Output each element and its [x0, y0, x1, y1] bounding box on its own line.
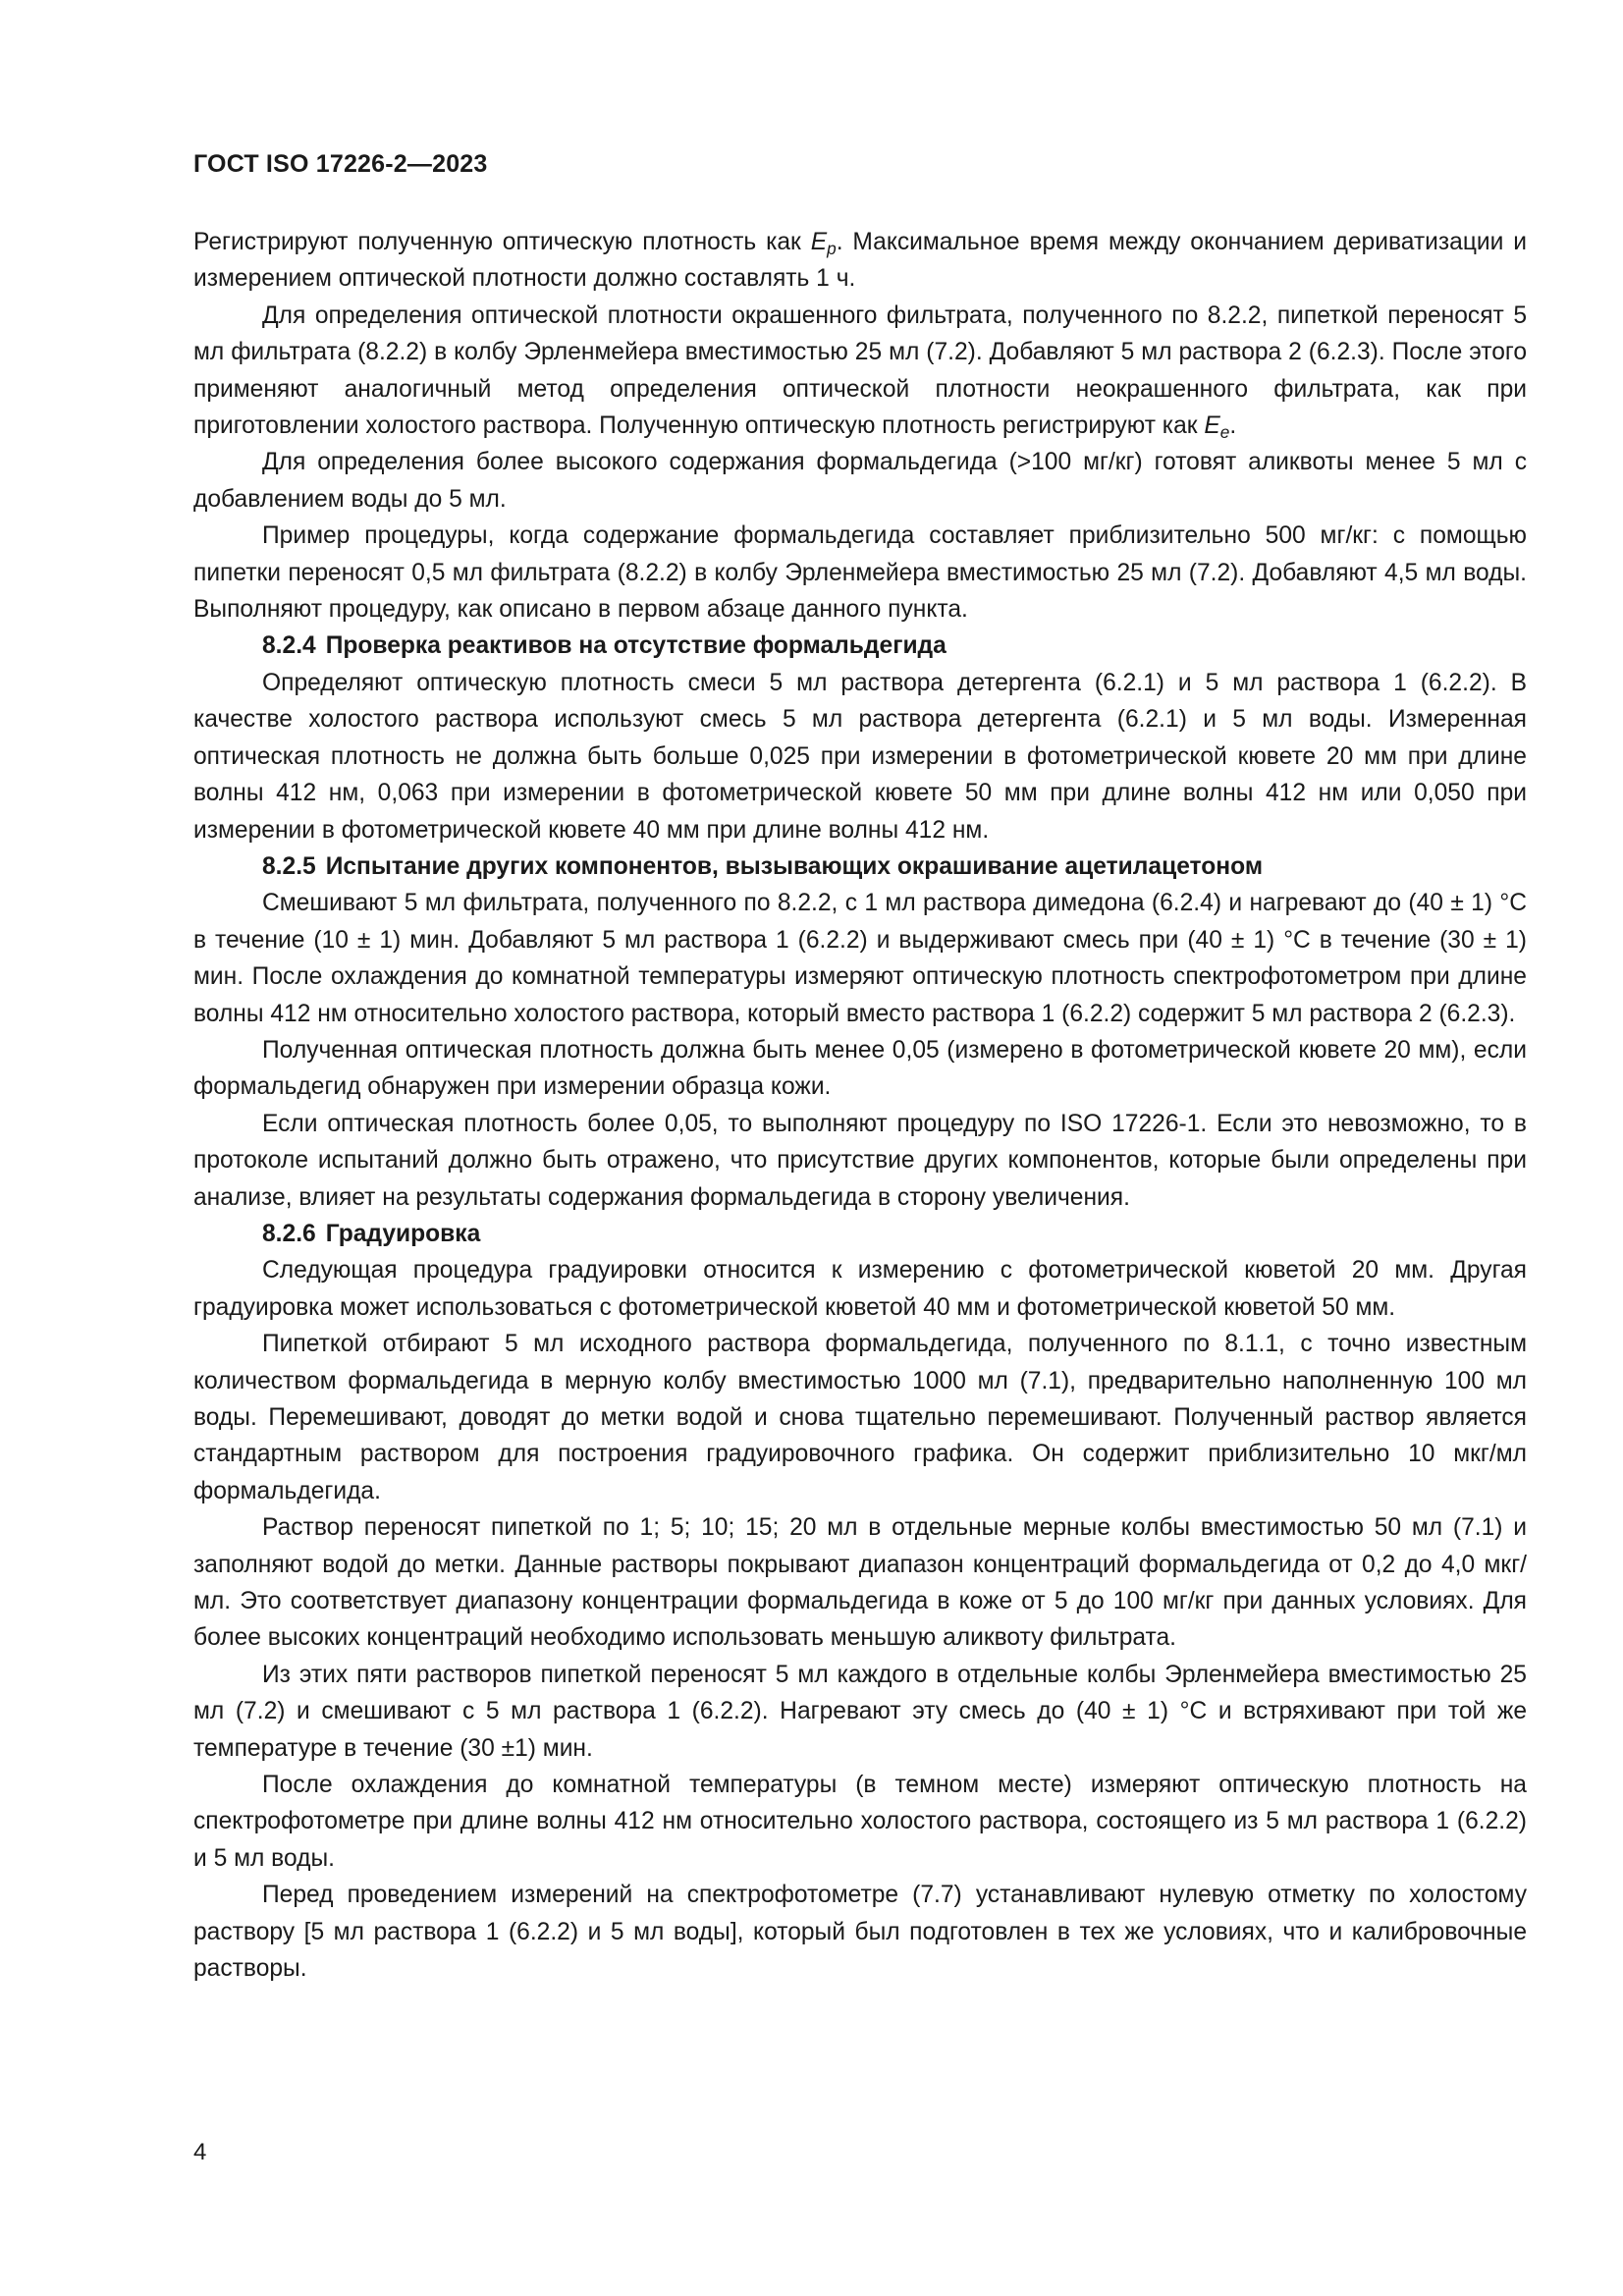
document-header: ГОСТ ISO 17226-2—2023 — [193, 150, 488, 178]
paragraph: Для определения оптической плотности окрашенного фильтрата, полученного по 8.2.2, пипеткой переносят 5 мл фильтрата (8.2.2) в колбу Эрленмейера вместимостью 25 мл (7.2). Добавляют 5 мл раствора 2 (6.2.3). После этого применяют аналогичный метод определения оптической плотности неокрашенного фильтрата, как при приготовлении холостого раствора. Полученную оптическую плотность регистрируют как $E_e$. — [193, 301, 1527, 443]
paragraph: После охлаждения до комнатной температуры (в темном месте) измеряют оптическую плотность на спектрофотометре при длине волны 412 нм относительно холостого раствора, состоящего из 5 мл раствора 1 (6.2.2) и 5 мл воды. — [193, 1772, 1527, 1872]
paragraph: Пипеткой отбирают 5 мл исходного раствора формальдегида, полученного по 8.1.1, с точно известным количеством формальдегида в мерную колбу вместимостью 1000 мл (7.1), предварительно наполненную 100 мл воды. Перемешивают, доводят до метки водой и снова тщательно перемешивают. Полученный раствор является стандартным раствором для построения градуировочного графика. Он содержит приблизительно 10 мкг/мл формальдегида. — [193, 1331, 1527, 1504]
symbol-e-e: $E_e$ — [1204, 412, 1230, 443]
paragraph: Для определения более высокого содержания формальдегида (>100 мг/кг) готовят аликвоты менее 5 мл с добавлением воды до 5 мл. — [193, 449, 1527, 513]
page-number: 4 — [193, 2139, 207, 2165]
paragraph: Полученная оптическая плотность должна быть менее 0,05 (измерено в фотометрической кювете 20 мм), если формальдегид обнаружен при измерении образца кожи. — [193, 1036, 1527, 1101]
paragraph: Следующая процедура градуировки относится к измерению с фотометрической кюветой 20 мм. Другая градуировка может использоваться с фотометрической кюветой 40 мм и фотометрической кюветой 50 мм. — [193, 1257, 1527, 1321]
paragraph: Определяют оптическую плотность смеси 5 мл раствора детергента (6.2.1) и 5 мл раствора 1 (6.2.2). В качестве холостого раствора используют смесь 5 мл раствора детергента (6.2.1) и 5 мл воды. Измеренная оптическая плотность не должна быть больше 0,025 при измерении в фотометрической кювете 20 мм при длине волны 412 нм, 0,063 при измерении в фотометрической кювете 50 мм при длине волны 412 нм или 0,050 при измерении в фотометрической кювете 40 мм при длине волны 412 нм. — [193, 669, 1527, 844]
section-heading-8-2-4: 8.2.4 Проверка реактивов на отсутствие формальдегида — [262, 632, 947, 660]
paragraph: Перед проведением измерений на спектрофотометре (7.7) устанавливают нулевую отметку по холостому раствору [5 мл раствора 1 (6.2.2) и 5 мл воды], который был подготовлен в тех же условиях, что и калибровочные растворы. — [193, 1882, 1527, 1983]
paragraph: Смешивают 5 мл фильтрата, полученного по 8.2.2, с 1 мл раствора димедона (6.2.4) и нагревают до (40 ± 1) °С в течение (10 ± 1) мин. Добавляют 5 мл раствора 1 (6.2.2) и выдерживают смесь при (40 ± 1) °С в течение (30 ± 1) мин. После охлаждения до комнатной температуры измеряют оптическую плотность спектрофотометром при длине волны 412 нм относительно холостого раствора, который вместо раствора 1 (6.2.2) содержит 5 мл раствора 2 (6.2.3). — [193, 890, 1527, 1027]
paragraph: Из этих пяти растворов пипеткой переносят 5 мл каждого в отдельные колбы Эрленмейера вместимостью 25 мл (7.2) и смешивают с 5 мл раствора 1 (6.2.2). Нагревают эту смесь до (40 ± 1) °С и встряхивают при той же температуре в течение (30 ±1) мин. — [193, 1661, 1527, 1762]
document-body — [193, 224, 1527, 1988]
section-heading-8-2-5: 8.2.5 Испытание других компонентов, вызывающих окрашивание ацетилацетоном — [262, 852, 1264, 880]
symbol-e-p: $E_p$ — [810, 229, 837, 259]
paragraph: Регистрируют полученную оптическую плотность как $E_p$. Максимальное время между окончанием дериватизации и измерением оптической плотности должно составлять 1 ч. — [193, 229, 1528, 293]
paragraph: Раствор переносят пипеткой по 1; 5; 10; 15; 20 мл в отдельные мерные колбы вместимостью 50 мл (7.1) и заполняют водой до метки. Данные растворы покрывают диапазон концентраций формальдегида от 0,2 до 4,0 мкг/мл. Это соответствует диапазону концентрации формальдегида в коже от 5 до 100 мг/кг при данных условиях. Для более высоких концентраций необходимо использовать меньшую аликвоту фильтрата. — [193, 1514, 1527, 1652]
section-heading-8-2-6: 8.2.6 Градуировка — [262, 1220, 481, 1247]
paragraph: Если оптическая плотность более 0,05, то выполняют процедуру по ISO 17226-1. Если это невозможно, то в протоколе испытаний должно быть отражено, что присутствие других компонентов, которые были определены при анализе, влияет на результаты содержания формальдегида в сторону увеличения. — [193, 1110, 1527, 1211]
paragraph: Пример процедуры, когда содержание формальдегида составляет приблизительно 500 мг/кг: с помощью пипетки переносят 0,5 мл фильтрата (8.2.2) в колбу Эрленмейера вместимостью 25 мл (7.2). Добавляют 4,5 мл воды. Выполняют процедуру, как описано в первом абзаце данного пункта. — [193, 522, 1527, 624]
